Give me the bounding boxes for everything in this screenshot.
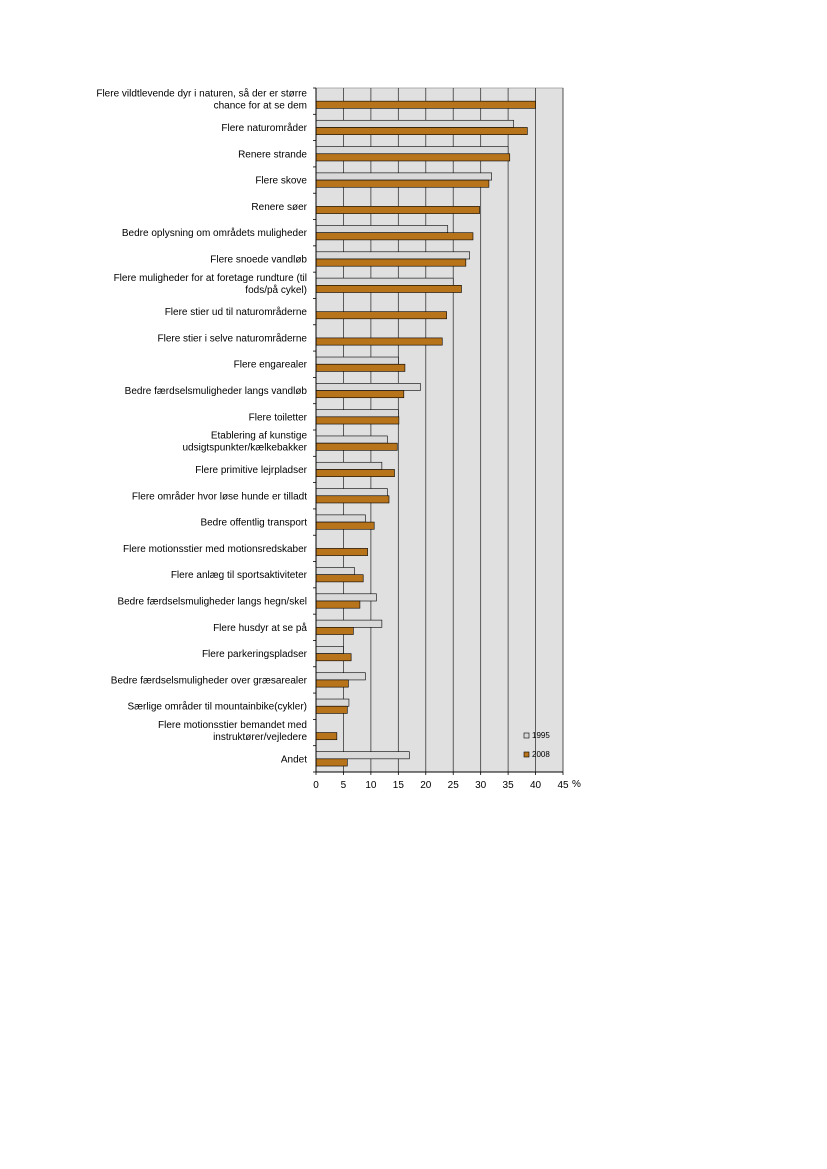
bar-1995: [316, 567, 354, 574]
bar-2008: [316, 469, 394, 476]
bar-2008: [316, 706, 347, 713]
bar-1995: [316, 489, 387, 496]
category-label: Flere engarealer: [233, 359, 307, 371]
bar-2008: [316, 496, 389, 503]
bar-2008: [316, 285, 461, 292]
bar-1995: [316, 120, 514, 127]
bar-1995: [316, 752, 409, 759]
bar-2008: [316, 154, 510, 161]
bar-2008: [316, 522, 374, 529]
bar-2008: [316, 443, 397, 450]
x-tick-label: 45: [557, 780, 569, 791]
bar-1995: [316, 620, 382, 627]
category-label: Flere parkeringspladser: [201, 649, 307, 661]
x-tick-label: 20: [420, 780, 432, 791]
bar-2008: [316, 759, 347, 766]
x-tick-label: 30: [475, 780, 487, 791]
bar-2008: [316, 680, 348, 687]
bar-2008: [316, 233, 473, 240]
bar-2008: [316, 338, 442, 345]
category-label: Bedre færdselsmuligheder langs hegn/skel: [117, 596, 307, 608]
category-label: Bedre færdselsmuligheder langs vandløb: [124, 386, 307, 398]
category-label: Flere toiletter: [248, 412, 307, 424]
category-label: Flere primitive lejrpladser: [195, 464, 307, 476]
category-label: Bedre offentlig transport: [200, 517, 307, 529]
bar-1995: [316, 673, 365, 680]
legend-label-1995: 1995: [532, 731, 550, 740]
legend-label-2008: 2008: [532, 750, 550, 759]
x-tick-label: 5: [340, 780, 347, 791]
bar-2008: [316, 417, 399, 424]
category-label: Flere motionsstier med motionsredskaber: [123, 543, 307, 555]
x-tick-label: 40: [529, 780, 542, 791]
category-label: Flere motionsstier bemandet med instruktører/vejledere: [158, 720, 307, 744]
category-label: Bedre oplysning om områdets muligheder: [121, 228, 307, 240]
category-label: Flere stier i selve naturområderne: [157, 333, 307, 345]
bar-1995: [316, 410, 398, 417]
bar-1995: [316, 252, 470, 259]
category-label: Flere områder hvor løse hunde er tilladt: [131, 491, 307, 503]
category-label: Flere vildtlevende dyr i naturen, så der er større chance for at se dem: [96, 88, 307, 112]
category-label: Flere naturområder: [221, 122, 307, 134]
x-tick-labels: [313, 779, 581, 791]
x-tick-label: 15: [392, 780, 404, 791]
bar-2008: [316, 259, 466, 266]
category-label: Flere skove: [255, 175, 307, 187]
bar-2008: [316, 733, 337, 740]
x-tick-label: 10: [365, 780, 377, 791]
category-label: Særlige områder til mountainbike(cykler): [127, 701, 307, 713]
bar-1995: [316, 462, 382, 469]
bar-2008: [316, 391, 404, 398]
category-label: Flere muligheder for at foretage rundture (til fods/på cykel): [113, 272, 307, 296]
bar-1995: [316, 173, 492, 180]
legend-swatch-1995: [524, 733, 529, 738]
bar-1995: [316, 515, 365, 522]
category-label: Renere strande: [238, 149, 307, 161]
category-label: Flere anlæg til sportsaktiviteter: [170, 570, 307, 582]
bar-1995: [316, 278, 453, 285]
category-label: Etablering af kunstige udsigtspunkter/kælkebakker: [182, 430, 307, 454]
bar-2008: [316, 575, 363, 582]
bar-2008: [316, 180, 489, 187]
category-label: Flere husdyr at se på: [213, 622, 307, 634]
bar-2008: [316, 101, 536, 108]
category-label: Renere søer: [251, 201, 307, 213]
bar-2008: [316, 601, 360, 608]
bar-1995: [316, 225, 448, 232]
x-unit-label: %: [572, 779, 581, 790]
category-labels: [96, 88, 307, 766]
category-label: Bedre færdselsmuligheder over græsarealer: [110, 675, 307, 687]
bar-2008: [316, 364, 405, 371]
bar-1995: [316, 436, 387, 443]
bar-1995: [316, 594, 376, 601]
bar-1995: [316, 357, 398, 364]
bar-2008: [316, 548, 368, 555]
x-tick-label: 25: [447, 780, 459, 791]
category-label: Flere snoede vandløb: [210, 254, 307, 266]
bar-1995: [316, 383, 420, 390]
bar-2008: [316, 206, 480, 213]
plot-area: [316, 88, 563, 772]
x-tick-label: 35: [502, 780, 514, 791]
bar-2008: [316, 312, 447, 319]
bar-1995: [316, 147, 508, 154]
legend-swatch-2008: [524, 752, 529, 757]
x-tick-label: 0: [313, 780, 319, 791]
bar-2008: [316, 654, 351, 661]
category-label: Andet: [280, 754, 307, 766]
bar-1995: [316, 646, 343, 653]
category-label: Flere stier ud til naturområderne: [164, 307, 307, 319]
bar-2008: [316, 627, 353, 634]
bar-1995: [316, 699, 349, 706]
bar-2008: [316, 127, 527, 134]
